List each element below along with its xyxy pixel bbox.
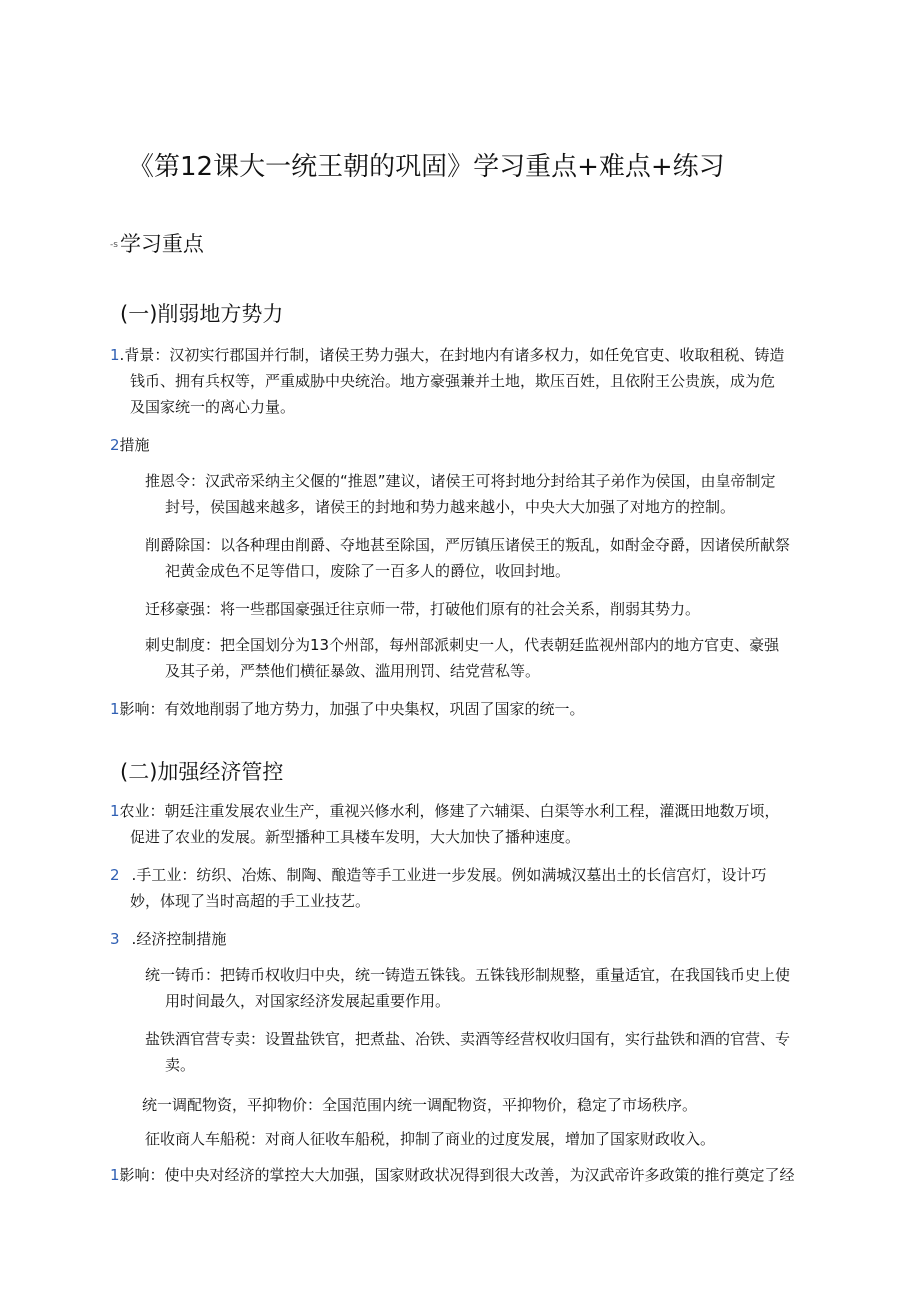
item-number: 1 [110, 802, 120, 820]
item-number: 1 [110, 1166, 120, 1184]
paragraph-measures [110, 432, 150, 458]
paragraph-line: 及其子弟，严禁他们横征暴敛、滥用刑罚、结党营私等。 [165, 662, 541, 680]
measure-tuien-ling [145, 468, 776, 520]
item-number: 1 [110, 346, 120, 364]
measure-salt-iron-monopoly [145, 1026, 790, 1078]
paragraph-line: 盐铁酒官营专卖：设置盐铁官，把煮盐、冶铁、卖酒等经营权收归国有，实行盐铁和酒的官营、专 [145, 1030, 791, 1048]
paragraph-impact-2 [110, 1162, 795, 1188]
paragraph-line: 迁移豪强：将一些郡国豪强迁往京师一带，打破他们原有的社会关系，削弱其势力。 [145, 600, 701, 618]
paragraph-line: 推恩令：汉武帝采纳主父偃的“推恩”建议，诸侯王可将封地分封给其子弟作为侯国，由皇帝制定 [145, 472, 776, 490]
paragraph-line: 征收商人车船税：对商人征收车船税，抑制了商业的过度发展，增加了国家财政收入。 [145, 1130, 716, 1148]
paragraph-agriculture [110, 798, 780, 850]
page-title: 《第12课大一统王朝的巩固》学习重点+难点+练习 [128, 152, 725, 182]
paragraph-handicraft [110, 862, 766, 914]
paragraph-line: 促进了农业的发展。新型播种工具楼车发明，大大加快了播种速度。 [130, 828, 581, 846]
paragraph-line: 3 .经济控制措施 [110, 930, 227, 948]
subheading-economic-control: (二)加强经济管控 [120, 760, 284, 784]
section-heading-key-points [110, 228, 204, 258]
paragraph-economic-measures [110, 926, 226, 952]
section-heading-label: 学习重点 [119, 232, 204, 256]
paragraph-background [110, 342, 784, 420]
paragraph-line: 卖。 [165, 1056, 196, 1074]
paragraph-line: 及国家统一的离心力量。 [130, 398, 296, 416]
item-number: 2 [110, 866, 120, 884]
item-number: 1 [110, 700, 120, 718]
paragraph-line: 统一铸币：把铸币权收归中央，统一铸造五铢钱。五铢钱形制规整，重量适宜，在我国钱币史上使 [145, 966, 791, 984]
paragraph-line: 封号，侯国越来越多，诸侯王的封地和势力越来越小，中央大大加强了对地方的控制。 [165, 498, 736, 516]
measure-cishi-system [145, 632, 779, 684]
measure-merchant-tax [145, 1126, 715, 1152]
subheading-weaken-local-power: (一)削弱地方势力 [120, 302, 284, 326]
paragraph-line: 2 .手工业：纺织、冶炼、制陶、酿造等手工业进一步发展。例如满城汉墓出土的长信宫灯，设计巧 [110, 866, 767, 884]
paragraph-line: 1农业：朝廷注重发展农业生产，重视兴修水利，修建了六辅渠、白渠等水利工程，灌溉田地数万顷， [110, 802, 780, 820]
paragraph-line: 祀黄金成色不足等借口，废除了一百多人的爵位，收回封地。 [165, 562, 571, 580]
paragraph-line: 妙，体现了当时高超的手工业技艺。 [130, 892, 371, 910]
measure-relocate-gentry [145, 596, 700, 622]
paragraph-line: 2措施 [110, 436, 150, 454]
paragraph-line: 用时间最久，对国家经济发展起重要作用。 [165, 992, 451, 1010]
paragraph-line: 1影响：有效地削弱了地方势力，加强了中央集权，巩固了国家的统一。 [110, 700, 585, 718]
section-marker: -s [110, 240, 118, 250]
paragraph-line: 钱币、拥有兵权等，严重威胁中央统治。地方豪强兼并土地，欺压百姓，且依附王公贵族，成为危 [130, 372, 776, 390]
item-number: 3 [110, 930, 120, 948]
measure-unified-coinage [145, 962, 790, 1014]
paragraph-line: 1.背景：汉初实行郡国并行制，诸侯王势力强大，在封地内有诸多权力，如任免官吏、收取租税、铸造 [110, 346, 785, 364]
paragraph-impact-1 [110, 696, 585, 722]
paragraph-line: 削爵除国：以各种理由削爵、夺地甚至除国，严厉镇压诸侯王的叛乱，如酎金夺爵，因诸侯所献祭 [145, 536, 791, 554]
measure-xuejue-chuguo [145, 532, 790, 584]
paragraph-line: 刺史制度：把全国划分为13个州部，每州部派刺史一人，代表朝廷监视州部内的地方官吏、豪强 [145, 636, 780, 654]
measure-price-stabilization [142, 1092, 697, 1118]
paragraph-line: 1影响：使中央对经济的掌控大大加强，国家财政状况得到很大改善，为汉武帝许多政策的推行奠定了经 [110, 1166, 795, 1184]
paragraph-line: 统一调配物资，平抑物价：全国范围内统一调配物资，平抑物价，稳定了市场秩序。 [142, 1096, 698, 1114]
item-number: 2 [110, 436, 120, 454]
